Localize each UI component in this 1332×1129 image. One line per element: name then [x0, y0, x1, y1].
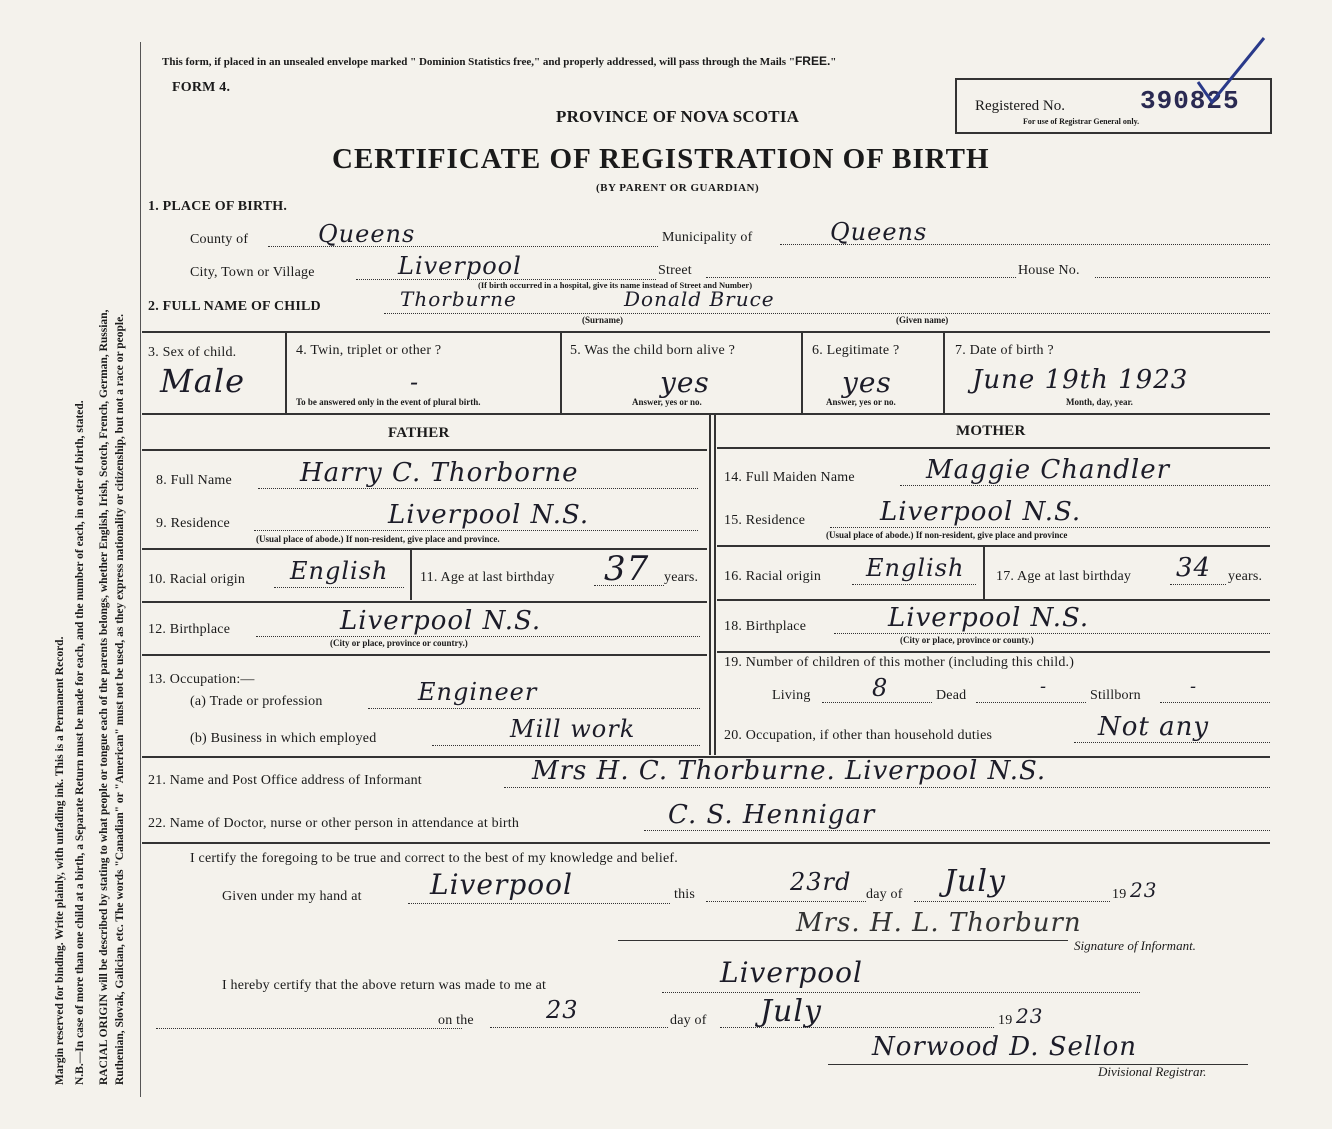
- return-month-value: July: [760, 994, 822, 1029]
- mother-residence-value: Liverpool N.S.: [880, 497, 1082, 527]
- informant-line: [504, 787, 1270, 788]
- mother-rule-3: [717, 599, 1270, 601]
- twin-label: 4. Twin, triplet or other ?: [296, 343, 442, 358]
- child-name-line: [384, 313, 1270, 314]
- father-years-label: years.: [664, 570, 699, 585]
- father-racial-divider: [410, 550, 412, 600]
- given-year-prefix: 19: [1112, 887, 1127, 902]
- mother-residence-note: (Usual place of abode.) If non-resident, give place and province: [826, 530, 1068, 540]
- rule-1: [142, 331, 1270, 333]
- street-note: (If birth occurred in a hospital, give its name instead of Street and Number): [478, 280, 753, 290]
- informant-label: 21. Name and Post Office address of Informant: [148, 773, 422, 788]
- stillborn-label: Stillborn: [1090, 688, 1141, 703]
- rule-4: [142, 842, 1270, 844]
- house-no-line: [1095, 277, 1270, 278]
- father-birthplace-label: 12. Birthplace: [148, 622, 231, 637]
- father-trade-value: Engineer: [418, 678, 538, 706]
- legitimate-label: 6. Legitimate ?: [812, 343, 900, 358]
- county-value: Queens: [318, 220, 416, 248]
- father-name-label: 8. Full Name: [156, 473, 232, 488]
- father-rule-4: [142, 654, 707, 656]
- legitimate-note: Answer, yes or no.: [826, 397, 896, 407]
- mother-age-value: 34: [1176, 553, 1212, 583]
- informant-signature-line: [618, 940, 1068, 941]
- mother-age-line: [1170, 584, 1226, 585]
- father-business-line: [432, 745, 700, 746]
- mother-rule-1: [717, 447, 1270, 449]
- parent-divider-a: [709, 415, 711, 755]
- return-place-value: Liverpool: [720, 956, 863, 989]
- dob-label: 7. Date of birth ?: [955, 343, 1054, 358]
- divider-4: [943, 333, 945, 413]
- parent-divider-b: [714, 415, 716, 755]
- father-business-label: (b) Business in which employed: [190, 731, 377, 746]
- child-surname-value: Thorburne: [400, 287, 517, 311]
- alive-label: 5. Was the child born alive ?: [570, 343, 735, 358]
- child-given-value: Donald Bruce: [624, 287, 775, 311]
- father-rule-3: [142, 601, 707, 603]
- twin-value: -: [410, 368, 420, 396]
- surname-note: (Surname): [582, 315, 623, 325]
- stillborn-value: -: [1190, 676, 1198, 697]
- dead-line: [976, 702, 1086, 703]
- given-place-line: [408, 903, 670, 904]
- rule-2: [142, 413, 1270, 415]
- mother-residence-line: [830, 527, 1270, 528]
- mother-racial-label: 16. Racial origin: [724, 569, 822, 584]
- mother-birthplace-note: (City or place, province or county.): [900, 635, 1034, 645]
- mother-occupation-label: 20. Occupation, if other than household duties: [724, 728, 993, 743]
- father-trade-label: (a) Trade or profession: [190, 694, 323, 709]
- alive-value: yes: [660, 366, 710, 399]
- check-mark-icon: [1190, 32, 1270, 112]
- sex-label: 3. Sex of child.: [148, 345, 237, 360]
- father-heading: FATHER: [388, 425, 450, 441]
- divider-3: [801, 333, 803, 413]
- return-year-prefix: 19: [998, 1013, 1013, 1028]
- divisional-registrar-label: Divisional Registrar.: [1098, 1064, 1207, 1079]
- certificate-subtitle: (BY PARENT OR GUARDIAN): [596, 182, 760, 194]
- street-label: Street: [658, 263, 692, 278]
- this-label: this: [674, 887, 696, 902]
- dob-note: Month, day, year.: [1066, 397, 1133, 407]
- mother-racial-value: English: [866, 554, 965, 582]
- given-under-label: Given under my hand at: [222, 889, 362, 904]
- given-dayof-label: day of: [866, 887, 903, 902]
- return-place-line: [662, 992, 1140, 993]
- father-residence-line: [254, 530, 698, 531]
- municipality-value: Queens: [830, 218, 928, 246]
- registrar-note: For use of Registrar General only.: [1023, 117, 1140, 126]
- hereby-label: I hereby certify that the above return was made to me at: [222, 978, 547, 993]
- father-name-value: Harry C. Thorborne: [300, 458, 579, 488]
- given-month-line: [914, 901, 1110, 902]
- given-month-value: July: [944, 864, 1006, 899]
- mother-racial-divider: [983, 547, 985, 599]
- father-age-label: 11. Age at last birthday: [420, 570, 555, 585]
- city-label: City, Town or Village: [190, 265, 315, 280]
- mother-birthplace-line: [834, 633, 1270, 634]
- return-dayof-label: day of: [670, 1013, 707, 1028]
- given-day-value: 23rd: [790, 868, 852, 896]
- living-label: Living: [772, 688, 811, 703]
- father-residence-label: 9. Residence: [156, 516, 230, 531]
- given-name-note: (Given name): [896, 315, 949, 325]
- mother-name-value: Maggie Chandler: [926, 455, 1171, 485]
- father-racial-value: English: [290, 557, 389, 585]
- mother-occupation-line: [1074, 742, 1270, 743]
- mother-birthplace-label: 18. Birthplace: [724, 619, 807, 634]
- father-birthplace-value: Liverpool N.S.: [340, 606, 542, 636]
- margin-note-4: Ruthenian, Slovak, Galician, etc. The words "Canadian" or "American" must not be used, as they express nationality or citizenship, but not a race or people.: [114, 313, 126, 1085]
- doctor-label: 22. Name of Doctor, nurse or other person in attendance at birth: [148, 816, 520, 831]
- mother-age-label: 17. Age at last birthday: [996, 569, 1132, 584]
- return-day-line: [490, 1027, 668, 1028]
- divider-2: [560, 333, 562, 413]
- doctor-value: C. S. Hennigar: [668, 800, 876, 830]
- divider-1: [285, 333, 287, 413]
- doctor-line: [644, 830, 1270, 831]
- mother-name-line: [900, 485, 1270, 486]
- margin-rule: [140, 42, 141, 1097]
- mother-heading: MOTHER: [956, 423, 1026, 439]
- father-name-line: [258, 488, 698, 489]
- given-year-value: 23: [1130, 878, 1158, 902]
- mother-rule-2: [717, 545, 1270, 547]
- mother-residence-label: 15. Residence: [724, 513, 806, 528]
- father-trade-line: [368, 708, 700, 709]
- mother-occupation-value: Not any: [1098, 712, 1210, 742]
- return-lead-line: [156, 1028, 462, 1029]
- full-name-label: 2. FULL NAME OF CHILD: [148, 299, 321, 314]
- father-rule-1: [142, 449, 707, 451]
- twin-note: To be answered only in the event of plural birth.: [296, 397, 481, 407]
- given-day-line: [706, 901, 866, 902]
- form-number: FORM 4.: [172, 80, 231, 95]
- father-residence-value: Liverpool N.S.: [388, 500, 590, 530]
- mother-racial-line: [852, 584, 976, 585]
- registered-number: 390825: [1140, 86, 1240, 116]
- mail-notice: This form, if placed in an unsealed envelope marked " Dominion Statistics free," and properly addressed, will pass through the Mails "FREE.": [162, 54, 837, 68]
- informant-value: Mrs H. C. Thorburne. Liverpool N.S.: [532, 756, 1047, 786]
- municipality-label: Municipality of: [662, 230, 753, 245]
- father-racial-label: 10. Racial origin: [148, 572, 246, 587]
- street-line: [706, 277, 1016, 278]
- father-birthplace-note: (City or place, province or country.): [330, 638, 468, 648]
- informant-signature: Mrs. H. L. Thorburn: [796, 908, 1082, 938]
- father-racial-line: [274, 587, 404, 588]
- living-line: [822, 702, 932, 703]
- mother-name-label: 14. Full Maiden Name: [724, 470, 855, 485]
- margin-note-3: RACIAL ORIGIN will be described by stating to what people or tongue each of the parents belongs, whether English, Irish, Scotch, French, German, Russian,: [98, 309, 110, 1085]
- legitimate-value: yes: [842, 366, 892, 399]
- county-label: County of: [190, 232, 249, 247]
- father-birthplace-line: [256, 636, 700, 637]
- father-residence-note: (Usual place of abode.) If non-resident, give place and province.: [256, 534, 500, 544]
- sex-value: Male: [160, 362, 246, 400]
- given-place-value: Liverpool: [430, 868, 573, 901]
- father-business-value: Mill work: [510, 715, 636, 743]
- place-of-birth-label: 1. PLACE OF BIRTH.: [148, 199, 288, 214]
- registrar-signature: Norwood D. Sellon: [872, 1032, 1137, 1062]
- children-label: 19. Number of children of this mother (including this child.): [724, 655, 1075, 670]
- father-occupation-label: 13. Occupation:—: [148, 672, 255, 687]
- return-day-value: 23: [546, 996, 579, 1024]
- father-age-value: 37: [604, 549, 650, 589]
- dead-value: -: [1040, 676, 1048, 697]
- on-the-label: on the: [438, 1013, 474, 1028]
- registered-label: Registered No.: [975, 98, 1065, 114]
- margin-note-2: N.B.—In case of more than one child at a birth, a Separate Return must be made for each, and the number of each, in order of birth, stated.: [74, 400, 86, 1085]
- signature-informant-label: Signature of Informant.: [1074, 938, 1196, 953]
- mother-birthplace-value: Liverpool N.S.: [888, 603, 1090, 633]
- dob-value: June 19th 1923: [972, 365, 1189, 395]
- margin-note-1: Margin reserved for binding. Write plainly, with unfading ink. This is a Permanent Record.: [54, 636, 66, 1085]
- province-title: PROVINCE OF NOVA SCOTIA: [556, 107, 800, 126]
- mother-rule-4: [717, 651, 1270, 653]
- mother-years-label: years.: [1228, 569, 1263, 584]
- dead-label: Dead: [936, 688, 967, 703]
- city-value: Liverpool: [398, 252, 522, 280]
- stillborn-line: [1160, 702, 1270, 703]
- return-year-value: 23: [1016, 1004, 1044, 1028]
- certify-text: I certify the foregoing to be true and correct to the best of my knowledge and belief.: [190, 851, 678, 866]
- living-value: 8: [872, 674, 889, 702]
- alive-note: Answer, yes or no.: [632, 397, 702, 407]
- certificate-title: CERTIFICATE OF REGISTRATION OF BIRTH: [332, 143, 990, 175]
- binding-margin: [0, 0, 140, 1129]
- house-no-label: House No.: [1018, 263, 1080, 278]
